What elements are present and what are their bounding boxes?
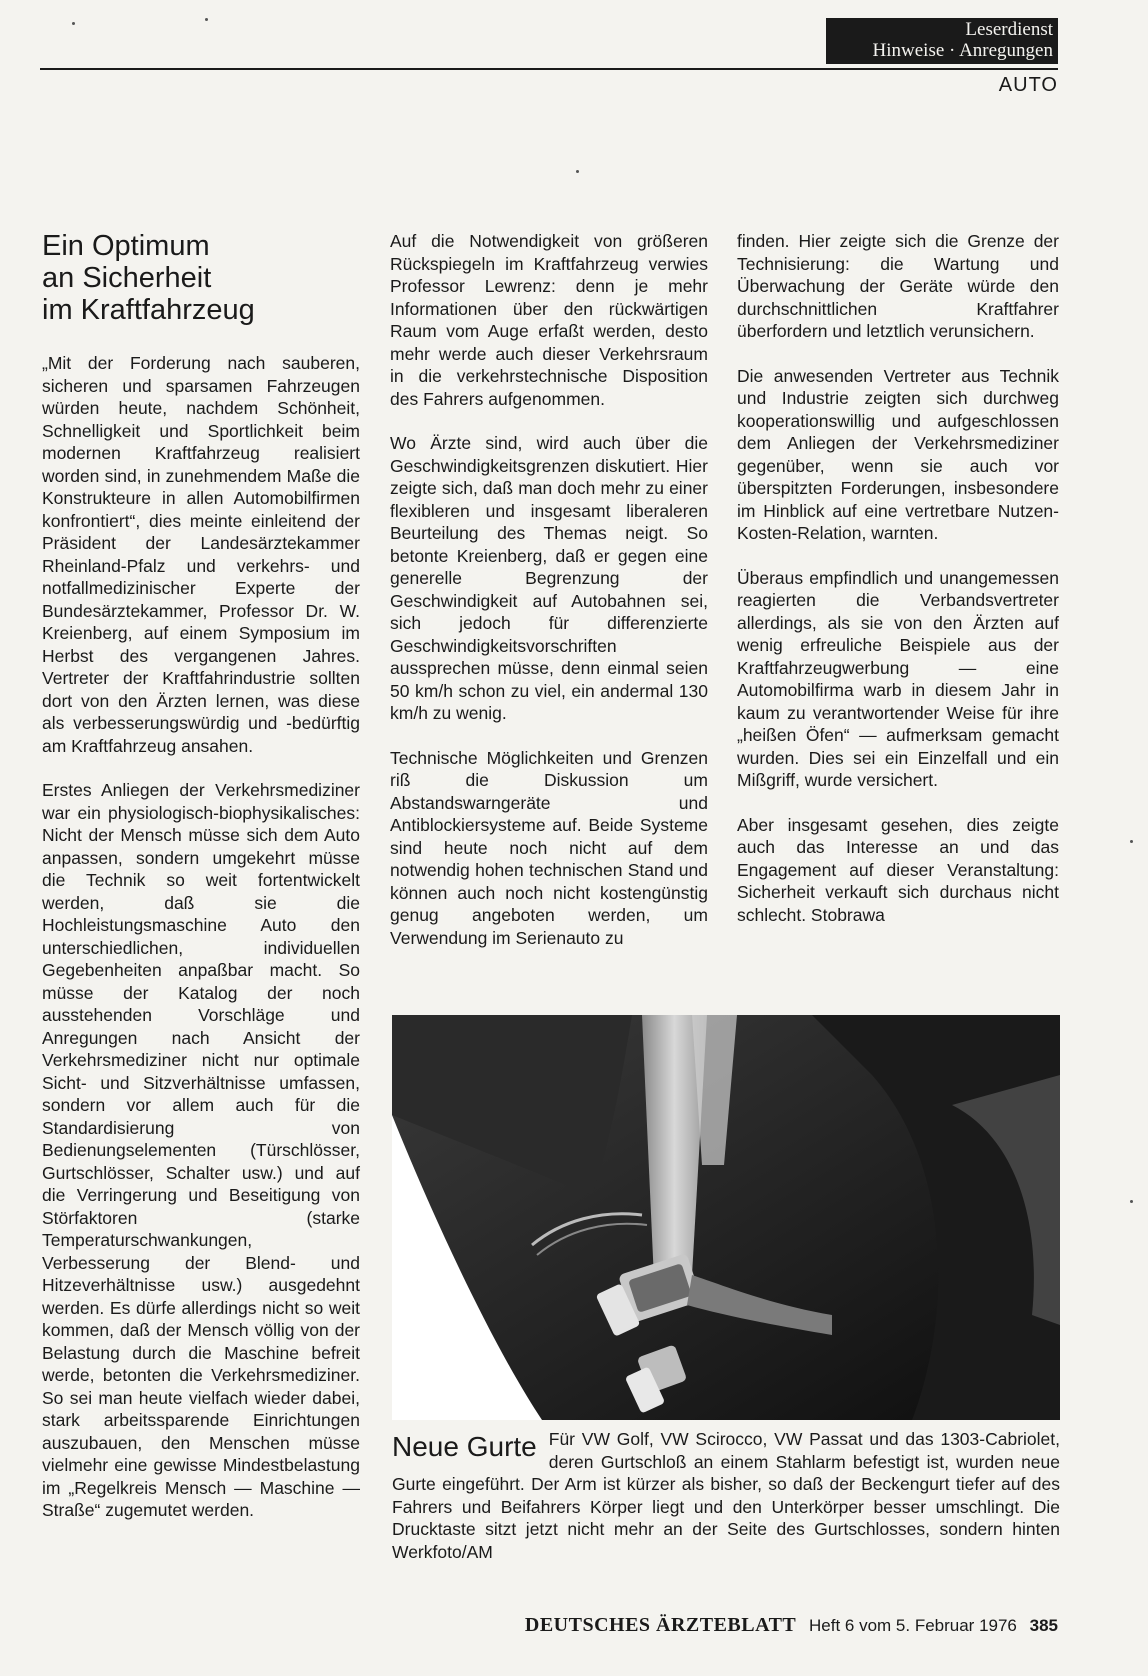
- print-speck: [576, 170, 579, 173]
- header-line-1: Leserdienst: [965, 19, 1053, 40]
- issue-info: Heft 6 vom 5. Februar 1976: [809, 1616, 1017, 1635]
- print-speck: [205, 18, 208, 21]
- article-headline: [42, 230, 360, 326]
- photo-caption: [392, 1428, 1060, 1563]
- section-label: AUTO: [998, 74, 1058, 96]
- headline-line: im Kraftfahrzeug: [42, 294, 255, 326]
- headline-line: Ein Optimum: [42, 230, 210, 262]
- paragraph: Wo Ärzte sind, wird auch über die Geschwindigkeitsgrenzen diskutiert. Hier zeigte sich, daß man doch mehr zu einer flexibleren und insgesamt liberaleren Beurteilung des Themas neigt. So betonte Kreienberg, daß er gegen eine generelle Begrenzung der Geschwindigkeit auf Autobahnen sei, sich jedoch für differenzierte Geschwindigkeitsvorschriften aussprechen müsse, denn einmal seien 50 km/h schon zu viel, ein andermal 130 km/h zu wenig.: [390, 433, 708, 723]
- seatbelt-photo: [392, 1015, 1060, 1420]
- caption-title: Neue Gurte: [392, 1431, 537, 1462]
- section-header-box: [826, 18, 1058, 64]
- page-number: 385: [1029, 1616, 1058, 1635]
- journal-name: DEUTSCHES ÄRZTEBLATT: [524, 1614, 797, 1636]
- paragraph: Auf die Notwendigkeit von größeren Rückspiegeln im Kraftfahrzeug verwies Professor Lewrenz: denn je mehr Informationen über den rückwärtigen Raum vom Auge erfaßt werden, desto mehr werde auch dieser Verkehrsraum in die verkehrstechnische Disposition des Fahrers aufgenommen.: [390, 231, 708, 409]
- paragraph: finden. Hier zeigte sich die Grenze der Technisierung: die Wartung und Überwachung der Geräte würde den durchschnittlichen Kraftfahrer überfordern und letztlich verunsichern.: [737, 231, 1059, 341]
- paragraph: Erstes Anliegen der Verkehrsmediziner war ein physiologisch-biophysikalisches: Nicht der Mensch müsse sich dem Auto anpassen, sondern umgekehrt müsse die Technik so weit fortentwickelt werden, daß sie die Hochleistungsmaschine Auto den unterschiedlichen, individuellen Gegebenheiten anpaßbar macht. So müsse der Katalog der noch ausstehenden Vorschläge und Anregungen nach Ansicht der Verkehrsmediziner nicht nur optimale Sicht- und Sitzverhältnisse umfassen, sondern vor allem auch für die Standardisierung von Bedienungselementen (Türschlösser, Gurtschlösser, Schalter usw.) und auf die Verringerung und Beseitigung von Störfaktoren (starke Temperaturschwankungen, Verbesserung der Blend- und Hitzeverhältnisse usw.) ausgedehnt werden. Es dürfe allerdings nicht so weit kommen, daß der Mensch völlig von der Belastung durch die Maschine befreit werde, betonten die Verkehrsmediziner. So sei man heute vielfach wieder dabei, stark arbeitssparende Einrichtungen auszubauen, den Menschen müsse vielmehr eine gewisse Mindestbelastung im „Regelkreis Mensch — Maschine — Straße“ zugemutet werden.: [42, 780, 360, 1520]
- header-line-2: Hinweise · Anregungen: [872, 40, 1053, 61]
- paragraph: Die anwesenden Vertreter aus Technik und Industrie zeigten sich durchweg kooperationswillig und aufgeschlossen dem Anliegen der Verkehrsmediziner gegenüber, wenn sie auch vor überspitzten Forderungen, insbesondere im Hinblick auf eine vertretbare Nutzen-Kosten-Relation, warnten.: [737, 365, 1059, 543]
- header-rule: [40, 68, 1058, 70]
- paragraph: „Mit der Forderung nach sauberen, sicheren und sparsamen Fahrzeugen würden heute, nachdem Schönheit, Schnelligkeit und Sportlichkeit beim modernen Kraftfahrzeug realisiert worden sind, in zunehmendem Maße die Konstrukteure in allen Automobilfirmen konfrontiert“, dies meinte einleitend der Präsident der Landesärztekammer Rheinland-Pfalz und verkehrs- und notfallmedizinischer Experte der Bundesärztekammer, Professor Dr. W. Kreienberg, auf einem Symposium im Herbst des vergangenen Jahres. Vertreter der Kraftfahrindustrie sollten dort von den Ärzten lernen, was diese als verbesserungswürdig und -bedürftig am Kraftfahrzeug ansahen.: [42, 353, 360, 756]
- headline-line: an Sicherheit: [42, 262, 212, 294]
- page-footer: [0, 1614, 1058, 1637]
- paragraph: Aber insgesamt gesehen, dies zeigte auch das Interesse an und das Engagement auf dieser Veranstaltung: Sicherheit verkauft sich durchaus nicht schlecht. Stobrawa: [737, 814, 1059, 925]
- article-column-3: [737, 230, 1059, 948]
- paragraph: Technische Möglichkeiten und Grenzen riß die Diskussion um Abstandswarngeräte und Antiblockiersysteme auf. Beide Systeme sind heute noch nicht auf dem notwendig hohen technischen Stand und können auch noch nicht kostengünstig genug angeboten werden, um Verwendung im Serienauto zu: [390, 747, 708, 948]
- article-column-1: [42, 230, 360, 1544]
- paragraph: Überaus empfindlich und unangemessen reagierten die Verbandsvertreter allerdings, als sie von den Ärzten auf wenig erfreuliche Beispiele aus der Kraftfahrzeugwerbung — eine Automobilfirma warb in diesem Jahr in kaum zu verantwortender Weise für ihre „heißen Öfen“ — aufmerksam gemacht wurden. Dies sei ein Einzelfall und ein Mißgriff, wurde versichert.: [737, 567, 1059, 790]
- print-speck: [1130, 1200, 1133, 1203]
- print-speck: [1130, 840, 1133, 843]
- print-speck: [72, 22, 75, 25]
- caption-text: Für VW Golf, VW Scirocco, VW Passat und das 1303-Cabriolet, deren Gurtschloß an einem Stahlarm befestigt ist, wurden neue Gurte eingeführt. Der Arm ist kürzer als bisher, so daß der Beckengurt tiefer auf des Fahrers und Beifahrers Körper liegt und den Unterkörper besser umschlingt. Die Drucktaste sitzt jetzt nicht mehr an der Seite des Gurtschlosses, sondern hinten Werkfoto/AM: [392, 1429, 1060, 1562]
- article-column-2: [390, 230, 708, 971]
